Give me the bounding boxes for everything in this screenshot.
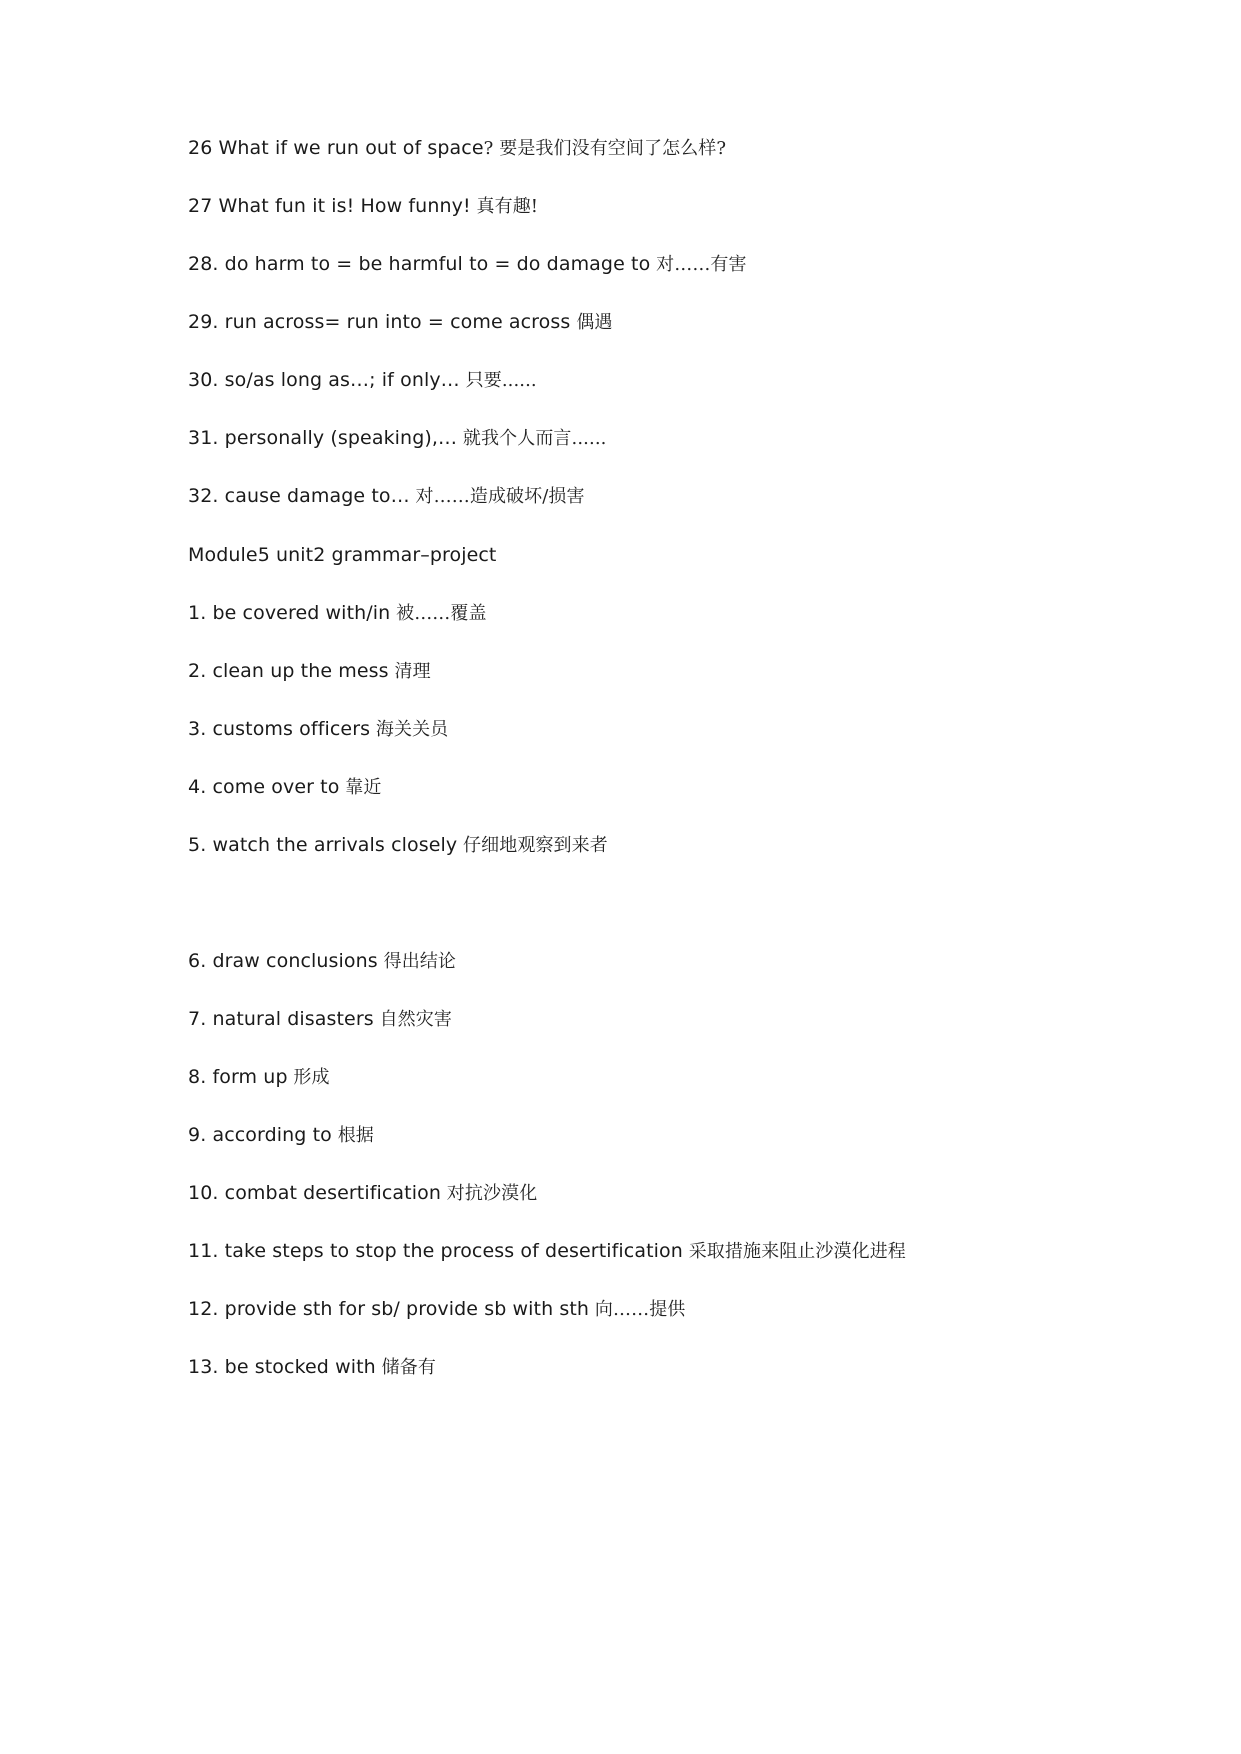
entry-29 <box>188 309 612 336</box>
entry-chinese: 海关关员 <box>370 719 449 740</box>
entry-chinese: 偶遇 <box>570 312 613 333</box>
entry-chinese: 形成 <box>287 1067 330 1088</box>
entry-28 <box>188 251 747 278</box>
entry-english: 30. so/as long as…; if only… <box>188 369 460 391</box>
entry-english: 5. watch the arrivals closely <box>188 834 458 856</box>
entry-english: 7. natural disasters <box>188 1008 374 1030</box>
entry-9 <box>188 1122 374 1149</box>
entry-chinese: 储备有 <box>375 1357 436 1378</box>
entry-english: 6. draw conclusions <box>188 950 378 972</box>
entry-english: 32. cause damage to… <box>188 485 410 507</box>
entry-27 <box>188 193 538 220</box>
entry-english: 29. run across= run into = come across <box>188 311 571 333</box>
entry-chinese: 只要...... <box>459 370 537 391</box>
entry-13 <box>188 1354 436 1381</box>
entry-english: 13. be stocked with <box>188 1356 376 1378</box>
entry-chinese: 根据 <box>331 1125 374 1146</box>
entry-chinese: 就我个人而言...... <box>457 428 607 449</box>
entry-chinese: 真有趣! <box>470 196 539 217</box>
entry-english: 8. form up <box>188 1066 288 1088</box>
entry-english: 4. come over to <box>188 776 340 798</box>
entry-english: 26 What if we run out of space <box>188 137 484 159</box>
entry-english: 28. do harm to = be harmful to = do damage to <box>188 253 651 275</box>
entry-5 <box>188 832 608 859</box>
entry-chinese: 仔细地观察到来者 <box>457 835 608 856</box>
entry-32 <box>188 483 585 510</box>
section-heading <box>188 542 497 569</box>
entry-english: 2. clean up the mess <box>188 660 389 682</box>
entry-english: 1. be covered with/in <box>188 602 391 624</box>
entry-english: 12. provide sth for sb/ provide sb with sth <box>188 1298 590 1320</box>
entry-english: 10. combat desertification <box>188 1182 441 1204</box>
entry-english: 3. customs officers <box>188 718 371 740</box>
entry-7 <box>188 1006 452 1033</box>
entry-english: 9. according to <box>188 1124 332 1146</box>
entry-chinese: 靠近 <box>339 777 382 798</box>
entry-chinese: ? 要是我们没有空间了怎么样? <box>483 138 727 159</box>
entry-6 <box>188 948 456 975</box>
entry-2 <box>188 658 431 685</box>
entry-english: 31. personally (speaking),… <box>188 427 458 449</box>
entry-chinese: 对……造成破坏/损害 <box>409 486 585 507</box>
entry-1 <box>188 600 487 627</box>
heading-text: Module5 unit2 grammar–project <box>188 544 497 566</box>
entry-chinese: 自然灾害 <box>373 1009 452 1030</box>
entry-chinese: 对……有害 <box>650 254 747 275</box>
entry-chinese: 得出结论 <box>377 951 457 972</box>
entry-4 <box>188 774 382 801</box>
entry-8 <box>188 1064 330 1091</box>
entry-11 <box>188 1238 906 1265</box>
entry-chinese: 被……覆盖 <box>390 603 487 624</box>
entry-31 <box>188 425 606 452</box>
entry-english: 27 What fun it is! How funny! <box>188 195 471 217</box>
entry-chinese: 向……提供 <box>589 1299 686 1320</box>
entry-30 <box>188 367 537 394</box>
entry-12 <box>188 1296 685 1323</box>
entry-10 <box>188 1180 537 1207</box>
entry-26 <box>188 135 726 162</box>
entry-3 <box>188 716 448 743</box>
entry-chinese: 采取措施来阻止沙漠化进程 <box>682 1241 906 1262</box>
entry-chinese: 对抗沙漠化 <box>440 1183 538 1204</box>
entry-chinese: 清理 <box>388 661 431 682</box>
entry-english: 11. take steps to stop the process of desertification <box>188 1240 683 1262</box>
